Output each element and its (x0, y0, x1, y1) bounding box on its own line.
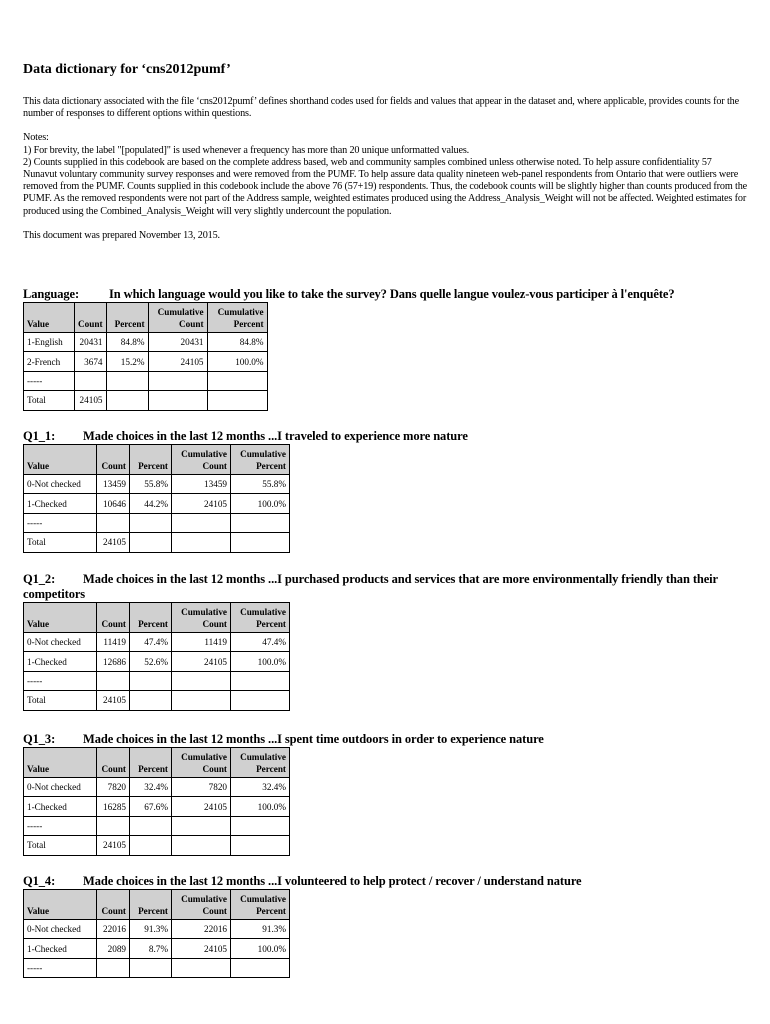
header-cum-percent-line1: Cumulative (240, 449, 286, 459)
header-cum-count-line1: Cumulative (181, 607, 227, 617)
question-code: Q1_1: (23, 429, 56, 443)
table-row (24, 691, 290, 710)
header-value: Value (24, 603, 97, 633)
table-cell (97, 958, 130, 977)
question-section (23, 429, 753, 553)
table-row (24, 494, 290, 513)
table-cell (106, 391, 148, 410)
header-percent: Percent (130, 748, 172, 778)
table-row (24, 958, 290, 977)
header-cum-count-line2: Count (179, 318, 204, 329)
frequency-table (23, 444, 290, 553)
table-cell: 84.8% (207, 333, 267, 352)
header-cumulative-count (172, 445, 231, 475)
table-cell (207, 391, 267, 410)
question-section (23, 874, 753, 978)
frequency-table (23, 889, 290, 978)
header-count: Count (97, 748, 130, 778)
table-cell: 100.0% (231, 652, 290, 671)
table-cell (75, 371, 107, 390)
question-text: In which language would you like to take the survey? Dans quelle langue voulez-vous participer à l'enquête? (109, 287, 675, 301)
header-cum-count-line2: Count (202, 618, 227, 629)
table-cell: 22016 (97, 920, 130, 939)
table-cell: 84.8% (106, 333, 148, 352)
question-heading (23, 732, 753, 747)
header-count: Count (75, 303, 107, 333)
table-cell: 11419 (97, 633, 130, 652)
table-row (24, 371, 268, 390)
header-cum-count-line2: Count (202, 905, 227, 916)
table-cell: 1-Checked (24, 797, 97, 816)
table-row (24, 939, 290, 958)
table-cell: 44.2% (130, 494, 172, 513)
table-row (24, 513, 290, 532)
notes-label: Notes: (23, 132, 49, 144)
header-cum-count-line2: Count (202, 763, 227, 774)
table-cell: 24105 (97, 836, 130, 855)
question-code: Language: (23, 287, 80, 301)
header-cum-count-line1: Cumulative (181, 894, 227, 904)
question-code: Q1_4: (23, 874, 56, 888)
table-cell: ----- (24, 371, 75, 390)
notes-block (23, 132, 748, 217)
table-row (24, 816, 290, 835)
header-count: Count (97, 890, 130, 920)
header-cumulative-count (172, 603, 231, 633)
note-1: 1) For brevity, the label "[populated]" is used whenever a frequency has more than 20 unique unformatted values. (23, 144, 470, 156)
header-count: Count (97, 603, 130, 633)
question-text: Made choices in the last 12 months ...I spent time outdoors in order to experience nature (83, 732, 544, 746)
table-header-row (24, 890, 290, 920)
header-cum-percent-line2: Percent (256, 905, 286, 916)
table-row (24, 778, 290, 797)
question-code: Q1_2: (23, 572, 56, 586)
header-cum-count-line2: Count (202, 460, 227, 471)
frequency-table (23, 302, 268, 411)
header-cumulative-percent (207, 303, 267, 333)
table-cell: 1-Checked (24, 939, 97, 958)
question-text: Made choices in the last 12 months ...I volunteered to help protect / recover / understand nature (83, 874, 582, 888)
header-cum-percent-line1: Cumulative (217, 307, 264, 317)
table-cell (172, 816, 231, 835)
table-cell (172, 958, 231, 977)
question-text: Made choices in the last 12 months ...I purchased products and services that are more environmentally friendly than their competitors (23, 572, 718, 601)
table-cell: 24105 (97, 533, 130, 552)
header-percent: Percent (106, 303, 148, 333)
table-cell (172, 513, 231, 532)
table-cell: 47.4% (231, 633, 290, 652)
question-heading (23, 874, 753, 889)
table-cell: 24105 (75, 391, 107, 410)
table-cell (106, 371, 148, 390)
table-cell: 0-Not checked (24, 633, 97, 652)
header-cum-percent-line1: Cumulative (240, 894, 286, 904)
header-cumulative-count (172, 748, 231, 778)
table-cell: 91.3% (130, 920, 172, 939)
table-cell: 1-Checked (24, 652, 97, 671)
table-cell (97, 671, 130, 690)
table-cell: 1-English (24, 333, 75, 352)
document (23, 62, 748, 254)
question-text: Made choices in the last 12 months ...I traveled to experience more nature (83, 429, 468, 443)
table-cell: 32.4% (231, 778, 290, 797)
table-cell (172, 691, 231, 710)
table-cell: 0-Not checked (24, 778, 97, 797)
header-cumulative-percent (231, 748, 290, 778)
table-cell: 15.2% (106, 352, 148, 371)
question-heading (23, 287, 753, 302)
table-cell: 2089 (97, 939, 130, 958)
table-cell: 24105 (172, 939, 231, 958)
header-cum-percent-line2: Percent (233, 318, 264, 329)
table-row (24, 836, 290, 855)
header-value: Value (24, 445, 97, 475)
header-value: Value (24, 748, 97, 778)
table-cell: 100.0% (231, 939, 290, 958)
table-cell: 24105 (172, 494, 231, 513)
table-cell (172, 836, 231, 855)
frequency-table (23, 747, 290, 856)
table-cell: Total (24, 691, 97, 710)
table-cell (207, 371, 267, 390)
table-cell: 16285 (97, 797, 130, 816)
table-header-row (24, 445, 290, 475)
table-cell: 32.4% (130, 778, 172, 797)
table-cell: 24105 (172, 797, 231, 816)
table-cell: 24105 (97, 691, 130, 710)
prepared-date: This document was prepared November 13, 2015. (23, 229, 220, 241)
table-cell (130, 671, 172, 690)
table-cell: 24105 (172, 652, 231, 671)
header-cum-percent-line2: Percent (256, 460, 286, 471)
table-cell (97, 513, 130, 532)
table-cell: 7820 (172, 778, 231, 797)
frequency-table (23, 602, 290, 711)
header-count: Count (97, 445, 130, 475)
table-cell (231, 958, 290, 977)
table-cell: ----- (24, 816, 97, 835)
table-cell: Total (24, 391, 75, 410)
header-value: Value (24, 303, 75, 333)
table-row (24, 391, 268, 410)
header-cum-count-line1: Cumulative (181, 752, 227, 762)
table-cell: 10646 (97, 494, 130, 513)
table-cell: 13459 (172, 475, 231, 494)
header-value: Value (24, 890, 97, 920)
table-cell: 8.7% (130, 939, 172, 958)
table-cell: 52.6% (130, 652, 172, 671)
table-cell (148, 371, 207, 390)
table-cell (130, 691, 172, 710)
table-cell: 3674 (75, 352, 107, 371)
header-percent: Percent (130, 890, 172, 920)
table-row (24, 797, 290, 816)
table-cell: 20431 (75, 333, 107, 352)
table-row (24, 352, 268, 371)
table-cell: 55.8% (231, 475, 290, 494)
header-percent: Percent (130, 603, 172, 633)
table-cell: 55.8% (130, 475, 172, 494)
table-cell (130, 836, 172, 855)
table-cell: 91.3% (231, 920, 290, 939)
table-row (24, 633, 290, 652)
table-cell (231, 836, 290, 855)
table-cell: 22016 (172, 920, 231, 939)
header-cumulative-percent (231, 603, 290, 633)
table-cell: 13459 (97, 475, 130, 494)
table-row (24, 671, 290, 690)
table-cell: 11419 (172, 633, 231, 652)
table-cell: 67.6% (130, 797, 172, 816)
table-cell: 2-French (24, 352, 75, 371)
header-percent: Percent (130, 445, 172, 475)
table-cell: 7820 (97, 778, 130, 797)
table-row (24, 533, 290, 552)
table-cell: ----- (24, 958, 97, 977)
header-cumulative-percent (231, 445, 290, 475)
table-header-row (24, 748, 290, 778)
table-cell: ----- (24, 671, 97, 690)
table-cell (130, 958, 172, 977)
table-cell: 47.4% (130, 633, 172, 652)
question-heading (23, 572, 753, 602)
table-cell (130, 513, 172, 532)
question-code: Q1_3: (23, 732, 56, 746)
question-heading (23, 429, 753, 444)
page-title: Data dictionary for ‘cns2012pumf’ (23, 62, 231, 77)
table-cell: 0-Not checked (24, 920, 97, 939)
table-header-row (24, 303, 268, 333)
table-cell (172, 533, 231, 552)
header-cumulative-count (172, 890, 231, 920)
table-cell: 12686 (97, 652, 130, 671)
table-cell: ----- (24, 513, 97, 532)
table-cell: 24105 (148, 352, 207, 371)
table-cell (97, 816, 130, 835)
table-cell (231, 816, 290, 835)
header-cum-count-line1: Cumulative (181, 449, 227, 459)
header-cum-percent-line1: Cumulative (240, 752, 286, 762)
table-cell: 100.0% (207, 352, 267, 371)
table-cell (172, 671, 231, 690)
header-cumulative-percent (231, 890, 290, 920)
table-cell: Total (24, 533, 97, 552)
table-cell (231, 533, 290, 552)
table-cell (130, 816, 172, 835)
table-cell: 1-Checked (24, 494, 97, 513)
table-cell: Total (24, 836, 97, 855)
header-cum-percent-line2: Percent (256, 618, 286, 629)
table-header-row (24, 603, 290, 633)
table-cell (231, 671, 290, 690)
header-cum-percent-line1: Cumulative (240, 607, 286, 617)
table-row (24, 333, 268, 352)
table-cell: 20431 (148, 333, 207, 352)
table-cell (231, 513, 290, 532)
table-cell: 100.0% (231, 494, 290, 513)
table-cell: 0-Not checked (24, 475, 97, 494)
table-cell (148, 391, 207, 410)
table-cell (130, 533, 172, 552)
note-2: 2) Counts supplied in this codebook are based on the complete address based, web and community samples combined unless otherwise noted. To help assure confidentiality 57 Nunavut voluntary community survey responses and were removed from the PUMF. To help assure data quality nineteen web-panel respondents from Ontario that were outliers were removed from the PUMF. Counts supplied in this codebook include the above 76 (57+19) respondents. Thus, the codebook counts will be slightly higher than counts produced from the PUMF. As the removed respondents were not part of the Address sample, weighted estimates produced using the Address_Analysis_Weight will not be affected. Weighted estimates for produced using the Combined_Analysis_Weight will very slightly undercount the population. (23, 156, 748, 217)
header-cumulative-count (148, 303, 207, 333)
table-cell: 100.0% (231, 797, 290, 816)
intro-paragraph: This data dictionary associated with the file ‘cns2012pumf’ defines shorthand codes used for fields and values that appear in the dataset and, where applicable, provides counts for the number of responses to different options within questions. (23, 96, 739, 120)
table-row (24, 475, 290, 494)
header-cum-count-line1: Cumulative (157, 307, 204, 317)
question-section (23, 732, 753, 856)
table-row (24, 920, 290, 939)
table-row (24, 652, 290, 671)
question-section (23, 572, 753, 711)
table-cell (231, 691, 290, 710)
question-section (23, 287, 753, 411)
header-cum-percent-line2: Percent (256, 763, 286, 774)
